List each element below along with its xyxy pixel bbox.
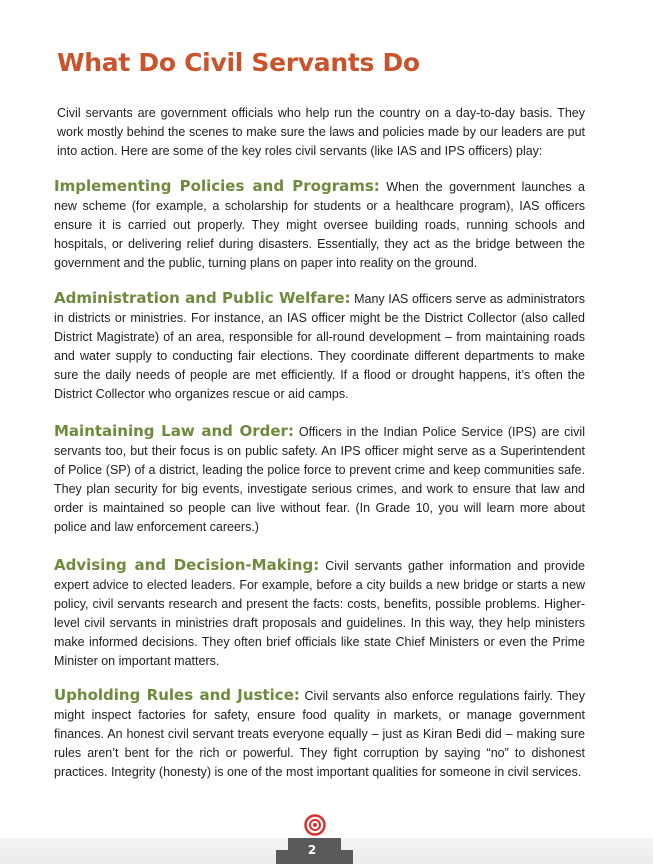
section-body: Civil servants gather information and provide expert advice to elected leaders. For example, before a city builds a new bridge or starts a new policy, civil servants research and present the facts: costs, benefits, possible problems. Higher-level civil servants in ministries draft proposals and guidelines. In this way, they help ministers make informed decisions. They often brief officials like state Chief Ministers or even the Prime Minister on important matters.	[54, 559, 585, 668]
section-body: Many IAS officers serve as administrators in districts or ministries. For instance, an IAS officer might be the District Collector (also called District Magistrate) of an area, responsible for all-round development – from maintaining roads and water supply to conducting fair elections. They coordinate different departments to make sure the daily needs of people are met efficiently. If a flood or drought happens, it’s often the District Collector who organizes rescue or aid camps.	[54, 292, 585, 401]
section-heading: Upholding Rules and Justice:	[54, 686, 300, 704]
page-title: What Do Civil Servants Do	[57, 48, 420, 77]
section-heading: Administration and Public Welfare:	[54, 289, 351, 307]
section-heading: Advising and Decision-Making:	[54, 556, 320, 574]
intro-paragraph: Civil servants are government officials who help run the country on a day-to-day basis. They work mostly behind the scenes to make sure the laws and policies made by our leaders are put into action. Here are some of the key roles civil servants (like IAS and IPS officers) play:	[57, 106, 585, 158]
section-body: Officers in the Indian Police Service (IPS) are civil servants too, but their focus is on public safety. An IPS officer might serve as a Superintendent of Police (SP) of a district, leading the police force to prevent crime and keep communities safe. They plan security for big events, investigate serious crimes, and work to ensure that law and order is maintained so people can live without fear. (In Grade 10, you will learn more about police and law enforcement careers.)	[54, 425, 585, 534]
page-number: 2	[307, 843, 317, 857]
section-heading: Maintaining Law and Order:	[54, 422, 294, 440]
target-icon	[306, 816, 325, 835]
section-body: When the government launches a new scheme (for example, a scholarship for students or a healthcare program), IAS officers ensure it is carried out properly. They might oversee building roads, running schools and hospitals, or delivering relief during disasters. Essentially, they act as the bridge between the government and the public, turning plans on paper into reality on the ground.	[54, 180, 585, 270]
section-heading: Implementing Policies and Programs:	[54, 177, 380, 195]
section-body: Civil servants also enforce regulations fairly. They might inspect factories for safety, ensure food quality in markets, or manage government finances. An honest civil servant treats everyone equally – just as Kiran Bedi did – making sure rules aren’t bent for the rich or powerful. They fight corruption by saying “no” to dishonest practices. Integrity (honesty) is one of the most important qualities for someone in civil services.	[54, 689, 585, 779]
